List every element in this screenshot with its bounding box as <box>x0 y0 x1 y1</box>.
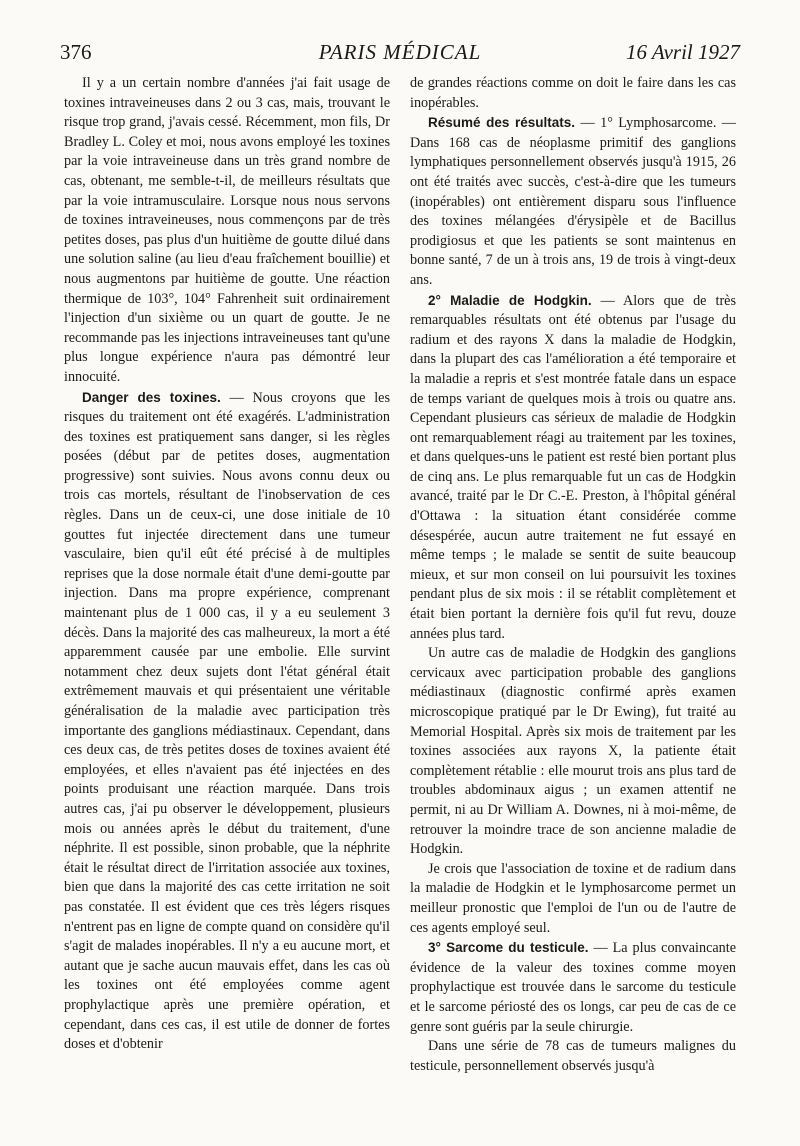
left-column <box>64 74 390 1055</box>
paragraph-serie-78: Dans une série de 78 cas de tumeurs malignes du testicule, personnellement observés jusqu'à <box>410 1038 736 1074</box>
paragraph-association: Je crois que l'association de toxine et de radium dans la maladie de Hodgkin et le lymphosarcome permet un meilleur pronostic que l'emploi de l'un ou de l'autre de ces agents employé seul. <box>410 860 736 936</box>
issue-date: 16 Avril 1927 <box>626 40 740 64</box>
journal-title: PARIS MÉDICAL <box>318 40 482 64</box>
paragraph-intravenous-toxins: Il y a un certain nombre d'années j'ai fait usage de toxines intraveineuses dans 2 ou 3 cas, mais, trouvant le risque trop grand, j'avais cessé. Récemment, mon fils, Dr Bradley L. Coley et moi, nous avons employé les toxines par la voie intraveineuse dans un très grand nombre de cas, obtenant, me semble-t-il, de meilleurs résultats que par la voie intramusculaire. Lorsque nous nous servons de toxines intraveineuses, nous commençons par de très petites doses, pas plus d'un huitième de goutte dilué dans une solution saline (au lieu d'eau fraîchement bouillie) et nous augmentons par huitième de goutte. Une réaction thermique de 103°, 104° Fahrenheit suit ordinairement l'injection d'un sixième ou un quart de goutte. Je ne recommande pas les injections intraveineuses tant qu'une plus longue expérience n'aura pas démontré leur innocuité. <box>64 75 390 385</box>
paragraph-sarcome-testicule: 3° Sarcome du testicule. — La plus convaincante évidence de la valeur des toxines comme moyen prophylactique est trouvée dans le sarcome du testicule et le sarcome périosté des os longs, car peu de cas de ce genre sont guéris par la seule chirurgie. <box>410 940 736 1035</box>
running-header <box>60 40 740 70</box>
paragraph-resume-resultats: Résumé des résultats. — 1° Lymphosarcome. — Dans 168 cas de néoplasme primitif des ganglions lymphatiques personnellement observés jusqu'à 1915, 26 ont été traités avec succès, c'est-à-dire que les tumeurs (inopérables) ont entièrement disparu sous l'influence des toxines mélangées d'érysipèle et de Bacillus prodigiosus et que les patients se sont maintenus en bonne santé, 7 de un à trois ans, 19 de trois à vingt-deux ans. <box>410 115 736 288</box>
paragraph-continuation: de grandes réactions comme on doit le faire dans les cas inopérables. <box>410 75 736 111</box>
paragraph-hodgkin: 2° Maladie de Hodgkin. — Alors que de très remarquables résultats ont été obtenus par l'usage du radium et des rayons X dans la maladie de Hodgkin, dans la plupart des cas l'amélioration a été temporaire et la maladie a repris et s'est montrée fatale dans un espace de temps variant de quelques mois à trois ou quatre ans. Cependant plusieurs cas sérieux de maladie de Hodgkin ont remarquablement réagi au traitement par les toxines, et dans quelques-uns le patient est resté bien portant plus de cinq ans. Le plus remarquable fut un cas de Hodgkin avancé, traité par le Dr C.-E. Preston, à l'hôpital général d'Ottawa : la situation étant considérée comme désespérée, aucun autre traitement ne fut essayé en même temps ; le malade se sentit de suite beaucoup mieux, et sur mon conseil on lui poursuivit les toxines pendant plus de six mois : il se rétablit complètement et était bien portant la dernière fois qu'il fut revu, douze années plus tard. <box>410 292 736 642</box>
right-column <box>410 74 736 1076</box>
paragraph-danger-toxins: Danger des toxines. — Nous croyons que les risques du traitement ont été exagérés. L'administration des toxines est pratiquement sans danger, si les règles posées (début par de petites doses, augmentation progressive) sont suivies. Nous avons connu deux ou trois cas mortels, résultant de l'inobservation de ces règles. Dans un de ceux-ci, une dose initiale de 10 gouttes fut injectée directement dans une tumeur vasculaire, bien qu'il eût été précisé à de multiples reprises que la dose normale était d'une demi-goutte par injection. Dans ma propre expérience, comprenant maintenant plus de 1 000 cas, il y a eu seulement 3 décès. Dans la majorité des cas malheureux, la mort a été apparemment causée par une embolie. Elle survint notamment chez deux sujets dont l'état général était extrêmement mauvais et qui présentaient une véritable généralisation de la maladie avec participation très importante des ganglions médiastinaux. Cependant, dans ces deux cas, de très petites doses de toxines avaient été employées, et elles n'avaient pas été injectées en des points produisant une réaction marquée. Dans trois autres cas, j'ai pu observer le développement, plusieurs mois ou années après le début du traitement, d'une néphrite. Il est possible, sinon probable, que la néphrite était le résultat direct de l'irritation associée aux toxines, bien que dans la majorité des cas cette irritation ne soit pas constatée. Il est évident que ces très légers risques n'entrent pas en ligne de compte quand on considère qu'il s'agit de malades inopérables. Il n'y a eu aucune mort, et autant que je sache aucun mauvais effet, dans les cas où les toxines ont été employées comme agent prophylactique après une première opération, et cependant, dans ces cas, il est utile de donner de fortes doses et d'obtenir <box>64 389 390 1053</box>
section-heading: Danger des toxines. <box>82 389 221 405</box>
section-heading: 2° Maladie de Hodgkin. <box>428 292 592 308</box>
section-heading: 3° Sarcome du testicule. <box>428 940 589 956</box>
page-number: 376 <box>60 40 92 64</box>
paragraph-hodgkin-case-2: Un autre cas de maladie de Hodgkin des ganglions cervicaux avec participation probable des ganglions médiastinaux (diagnostic confirmé après examen microscopique pratiqué par le Dr Ewing), fut traité au Memorial Hospital. Après six mois de traitement par les toxines associées aux rayons X, la patiente était complètement rétablie : elle mourut trois ans plus tard de troubles abdominaux aigus ; un examen attentif ne permit, ni au Dr William A. Downes, ni à moi-même, de retrouver la moindre trace de son ancienne maladie de Hodgkin. <box>410 645 736 858</box>
section-heading: Résumé des résultats. <box>428 115 576 131</box>
